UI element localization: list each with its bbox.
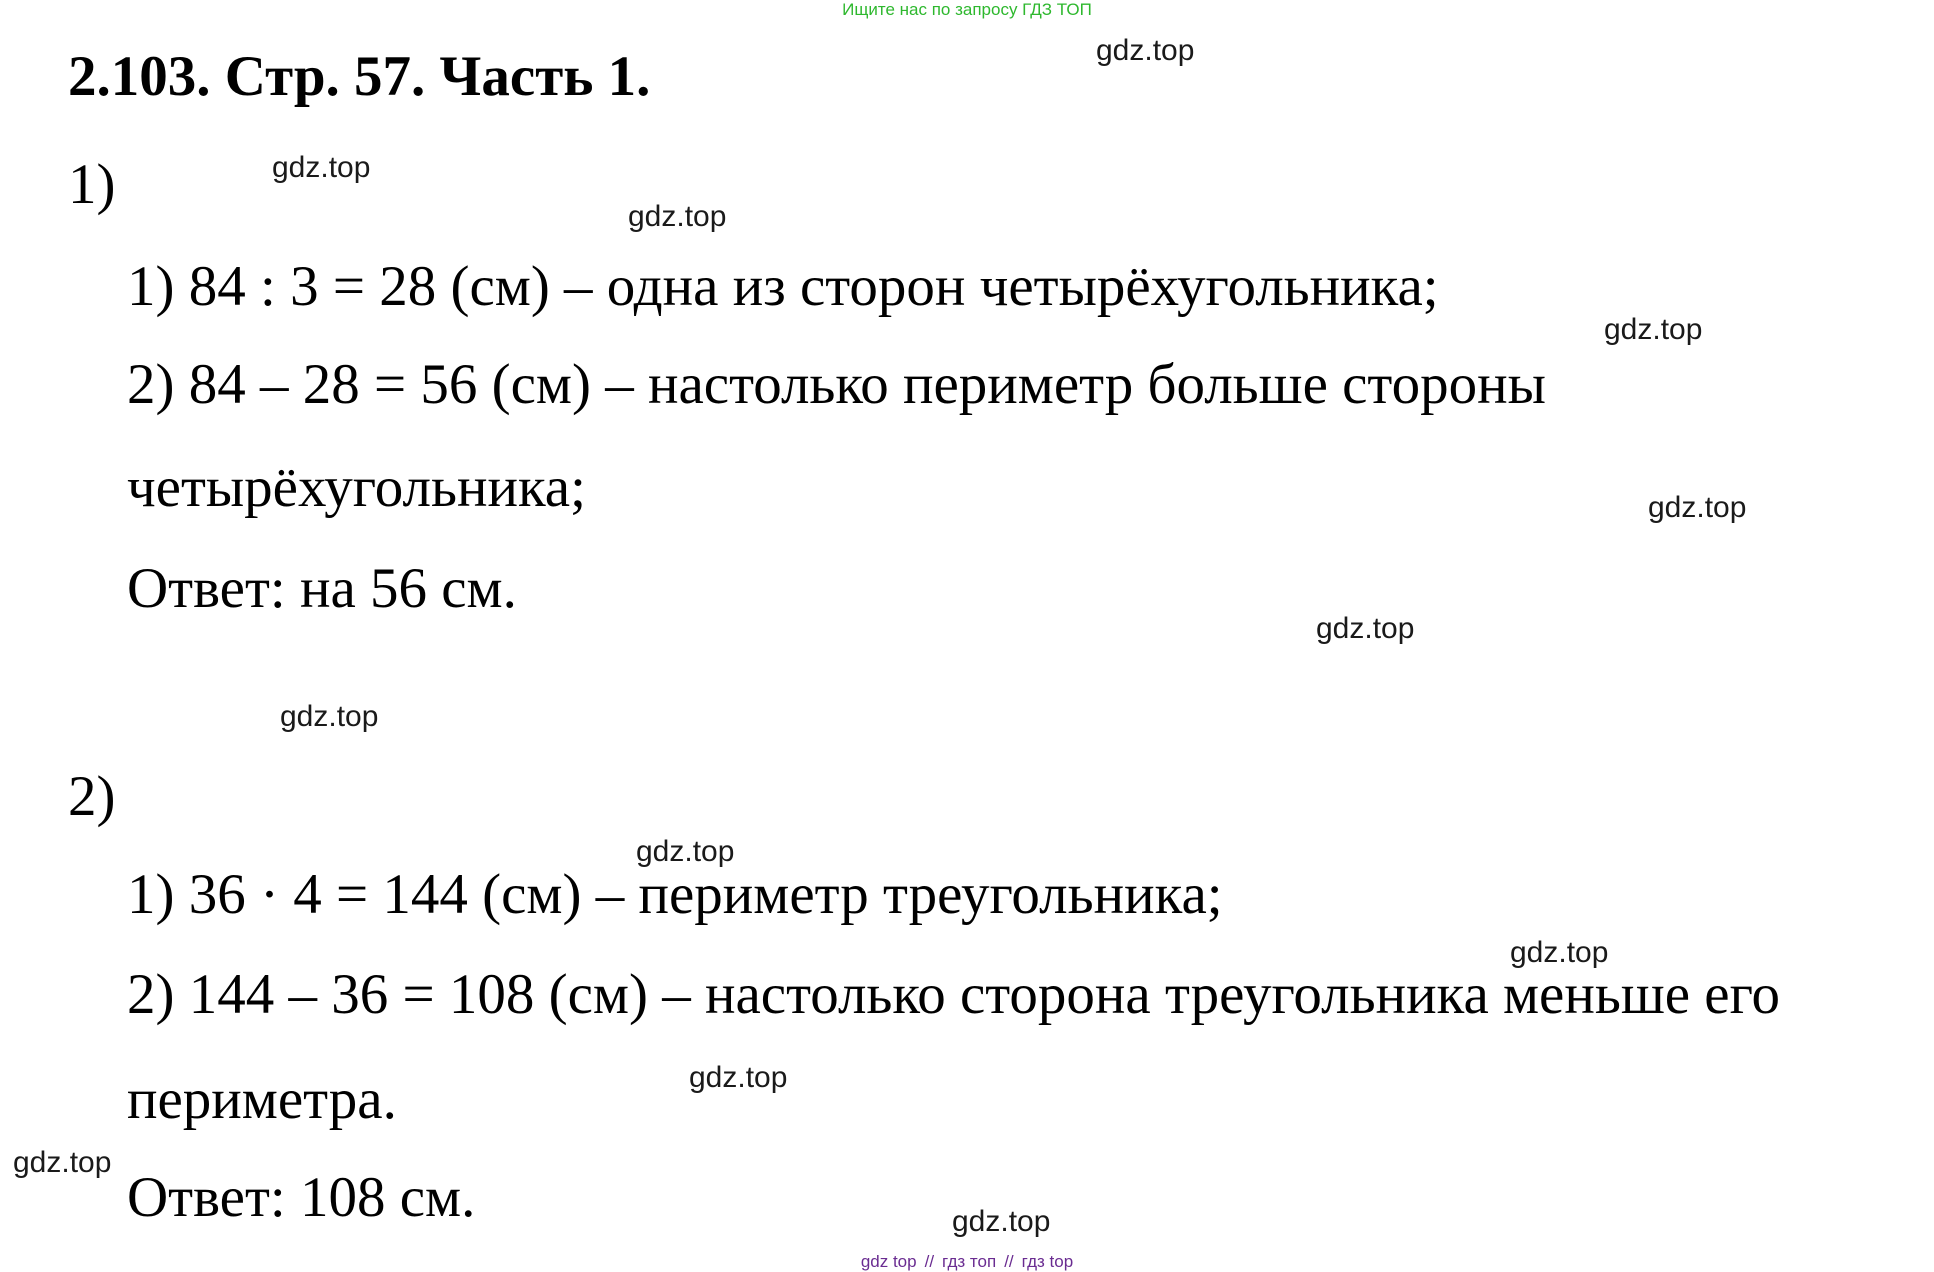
watermark: gdz.top xyxy=(1604,313,1703,346)
watermark: gdz.top xyxy=(1096,34,1195,67)
section-1-step-2: 2) 84 – 28 = 56 (см) – настолько периметр больше стороны xyxy=(127,353,1546,416)
search-banner: Ищите нас по запросу ГДЗ ТОП xyxy=(842,0,1092,19)
watermark: gdz.top xyxy=(1648,491,1747,524)
watermark: gdz.top xyxy=(689,1061,788,1094)
watermark: gdz.top xyxy=(1316,612,1415,645)
section-1-step-2-cont: четырёхугольника; xyxy=(127,456,586,519)
watermark: gdz.top xyxy=(280,700,379,733)
section-1-step-1: 1) 84 : 3 = 28 (см) – одна из сторон четырёхугольника; xyxy=(127,255,1439,318)
footer-separator: // xyxy=(1004,1252,1014,1271)
page-title: 2.103. Стр. 57. Часть 1. xyxy=(68,45,651,108)
footer-link[interactable]: гдз top xyxy=(1021,1252,1074,1271)
footer-link[interactable]: гдз топ xyxy=(942,1252,997,1271)
section-2-step-1: 1) 36 · 4 = 144 (см) – периметр треугольника; xyxy=(127,863,1223,926)
watermark: gdz.top xyxy=(636,835,735,868)
section-1-answer: Ответ: на 56 см. xyxy=(127,557,517,620)
footer-separator: // xyxy=(924,1252,935,1271)
watermark: gdz.top xyxy=(1510,936,1609,969)
section-1-label: 1) xyxy=(68,153,116,216)
watermark: gdz.top xyxy=(952,1205,1051,1238)
section-2-step-2-cont: периметра. xyxy=(127,1068,397,1131)
watermark: gdz.top xyxy=(272,151,371,184)
watermark: gdz.top xyxy=(628,200,727,233)
section-2-step-2: 2) 144 – 36 = 108 (см) – настолько сторона треугольника меньше его xyxy=(127,963,1781,1026)
footer-link[interactable]: gdz top xyxy=(860,1252,917,1271)
footer-links xyxy=(0,1252,1934,1272)
section-2-label: 2) xyxy=(68,765,116,828)
watermark: gdz.top xyxy=(13,1146,112,1179)
section-2-answer: Ответ: 108 см. xyxy=(127,1166,476,1229)
